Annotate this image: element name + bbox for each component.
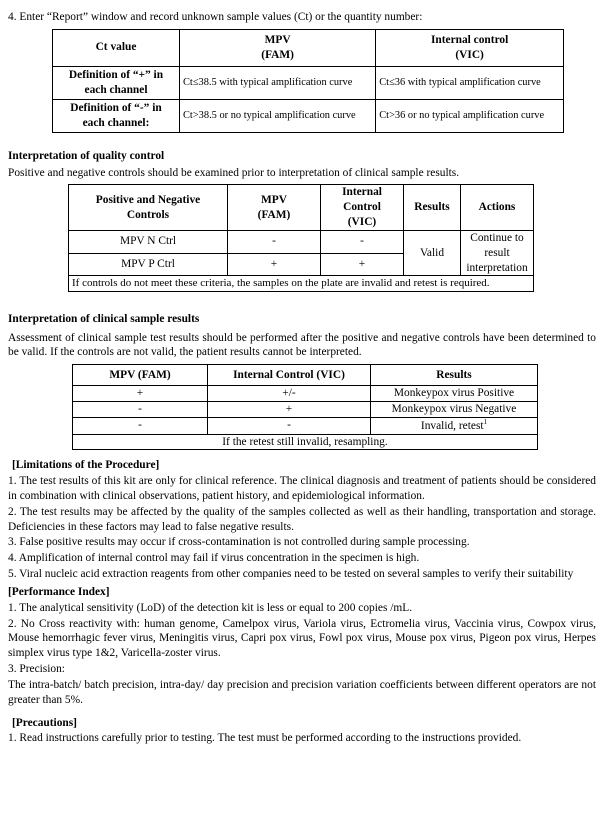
qc-row1-mpv: - xyxy=(228,230,321,253)
qc-header-ic-line1: Internal xyxy=(342,186,382,199)
clin-row2-mpv: - xyxy=(73,402,208,418)
qc-header-results: Results xyxy=(404,185,461,230)
qc-header-actions: Actions xyxy=(461,185,534,230)
clin-row3-result xyxy=(371,417,538,434)
qc-header-mpv xyxy=(228,185,321,230)
header-ic-line2: (VIC) xyxy=(455,48,484,61)
qc-row2-name: MPV P Ctrl xyxy=(69,253,228,276)
clin-row3-ic: - xyxy=(208,417,371,434)
qc-header-controls xyxy=(69,185,228,230)
row-positive-mpv: Ct≤38.5 with typical amplification curve xyxy=(180,66,376,99)
performance-1: 1. The analytical sensitivity (LoD) of the detection kit is less or equal to 200 copies /mL. xyxy=(8,601,413,614)
qc-result: Valid xyxy=(404,230,461,275)
performance-title: [Performance Index] xyxy=(8,585,110,598)
clin-row3-result-text: Invalid, retest xyxy=(420,419,484,432)
qc-header-ic-line2: Control xyxy=(343,201,381,214)
qc-row2-ic: + xyxy=(321,253,404,276)
qc-table xyxy=(68,184,534,291)
header-internal-control xyxy=(376,29,564,66)
clin-row2-ic: + xyxy=(208,402,371,418)
qc-action xyxy=(461,230,534,275)
row-negative-label xyxy=(53,99,180,132)
qc-header-mpv-line1: MPV xyxy=(261,193,287,206)
row-positive-ic: Ct≤36 with typical amplification curve xyxy=(376,66,564,99)
header-ct-value: Ct value xyxy=(53,29,180,66)
precaution-1: 1. Read instructions carefully prior to testing. The test must be performed according to the instructions provided. xyxy=(8,732,522,745)
qc-title: Interpretation of quality control xyxy=(8,149,165,162)
header-mpv-line2: (FAM) xyxy=(261,48,294,61)
clinical-table xyxy=(72,364,538,450)
limitation-2: 2. The test results may be affected by the quality of the samples collected as well as their handling, transportation and storage. Deficiencies in these factors may lead to false negative results. xyxy=(8,505,596,533)
ct-definition-table xyxy=(52,29,564,133)
qc-header-ic-line3: (VIC) xyxy=(347,216,377,229)
qc-header-controls-line2: Controls xyxy=(126,208,170,221)
limitation-5: 5. Viral nucleic acid extraction reagents from other companies need to be tested on several samples to verify their suitability xyxy=(8,568,574,581)
clin-row1-result: Monkeypox virus Positive xyxy=(371,386,538,402)
row-negative-ic: Ct>36 or no typical amplification curve xyxy=(376,99,564,132)
qc-row1-ic: - xyxy=(321,230,404,253)
header-mpv-line1: MPV xyxy=(264,34,291,46)
footnote-mark: 1 xyxy=(483,417,488,426)
row-negative-label-line1: Definition of “-” in xyxy=(70,102,162,114)
limitations-title: [Limitations of the Procedure] xyxy=(12,459,160,472)
step-4-text: 4. Enter “Report” window and record unknown sample values (Ct) or the quantity number: xyxy=(8,11,423,23)
clin-row1-ic: +/- xyxy=(208,386,371,402)
clin-header-mpv: MPV (FAM) xyxy=(73,365,208,386)
clinical-intro: Assessment of clinical sample test results should be performed after the positive and negative controls have been determined to be valid. If the controls are not valid, the patient results cannot be interpreted. xyxy=(8,331,596,359)
qc-row1-name: MPV N Ctrl xyxy=(69,230,228,253)
row-positive-label-line2: each channel xyxy=(84,83,148,96)
qc-action-line2: interpretation xyxy=(466,261,528,274)
qc-footer: If controls do not meet these criteria, the samples on the plate are invalid and retest is required. xyxy=(69,276,534,291)
qc-row2-mpv: + xyxy=(228,253,321,276)
qc-header-controls-line1: Positive and Negative xyxy=(95,193,201,206)
clin-row2-result: Monkeypox virus Negative xyxy=(371,402,538,418)
qc-header-mpv-line2: (FAM) xyxy=(257,208,291,221)
performance-3: 3. Precision: xyxy=(8,663,65,676)
row-negative-mpv: Ct>38.5 or no typical amplification curve xyxy=(180,99,376,132)
qc-header-internal-control xyxy=(321,185,404,230)
clin-row1-mpv: + xyxy=(73,386,208,402)
qc-intro: Positive and negative controls should be examined prior to interpretation of clinical sample results. xyxy=(8,166,460,179)
precautions-title: [Precautions] xyxy=(12,716,77,729)
clinical-title: Interpretation of clinical sample results xyxy=(8,312,200,325)
row-negative-label-line2: each channel: xyxy=(82,116,150,129)
performance-2: 2. No Cross reactivity with: human genome, Camelpox virus, Variola virus, Ectromelia virus, Vaccinia virus, Cowpox virus, Mouse hemorrhagic fever virus, Meningitis virus, Capri pox virus, Fowl pox virus, Mouse pox virus, Pigeon pox virus, Herpes simplex virus type 1&2, Varicella-zoster virus. xyxy=(8,617,596,660)
clin-footer: If the retest still invalid, resampling. xyxy=(73,434,538,450)
performance-3-detail: The intra-batch/ batch precision, intra-day/ day precision and precision variation coefficients between different operators are not greater than 5%. xyxy=(8,678,596,706)
header-ic-line1: Internal control xyxy=(430,34,509,46)
row-positive-label xyxy=(53,66,180,99)
clin-header-results: Results xyxy=(371,365,538,386)
header-mpv xyxy=(180,29,376,66)
row-positive-label-line1: Definition of “+” in xyxy=(68,69,164,81)
limitation-4: 4. Amplification of internal control may fail if virus concentration in the specimen is high. xyxy=(8,552,420,565)
clin-row3-mpv: - xyxy=(73,417,208,434)
qc-action-line1: Continue to result xyxy=(470,231,524,259)
limitation-1: 1. The test results of this kit are only for clinical reference. The clinical diagnosis and treatment of patients should be considered in combination with clinical observations, patient history, and epidemiological information. xyxy=(8,475,596,502)
clin-header-ic: Internal Control (VIC) xyxy=(208,365,371,386)
limitation-3: 3. False positive results may occur if cross-contamination is not controlled during sample processing. xyxy=(8,536,470,549)
